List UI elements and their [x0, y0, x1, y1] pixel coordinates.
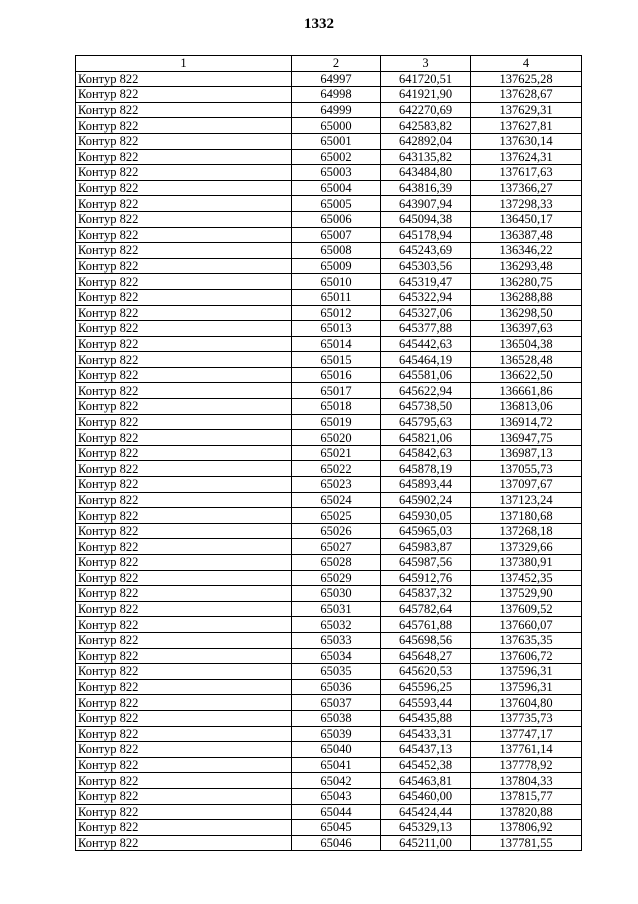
contour-name-cell: Контур 822 — [76, 133, 292, 149]
point-number-cell: 65033 — [292, 632, 381, 648]
y-coordinate-cell: 137627,81 — [471, 118, 582, 134]
table-row — [76, 835, 582, 851]
x-coordinate-cell: 645435,88 — [381, 710, 471, 726]
table-row — [76, 804, 582, 820]
point-number-cell: 65010 — [292, 274, 381, 290]
contour-name-cell: Контур 822 — [76, 430, 292, 446]
point-number-cell: 65028 — [292, 555, 381, 571]
table-row — [76, 570, 582, 586]
table-row — [76, 539, 582, 555]
page-number: 1332 — [304, 16, 334, 32]
contour-name-cell: Контур 822 — [76, 742, 292, 758]
x-coordinate-cell: 645464,19 — [381, 352, 471, 368]
y-coordinate-cell: 137123,24 — [471, 492, 582, 508]
contour-name-cell: Контур 822 — [76, 165, 292, 181]
x-coordinate-cell: 645322,94 — [381, 289, 471, 305]
contour-name-cell: Контур 822 — [76, 414, 292, 430]
contour-name-cell: Контур 822 — [76, 523, 292, 539]
point-number-cell: 65045 — [292, 820, 381, 836]
y-coordinate-cell: 137268,18 — [471, 523, 582, 539]
point-number-cell: 65036 — [292, 679, 381, 695]
y-coordinate-cell: 137629,31 — [471, 102, 582, 118]
table-row — [76, 477, 582, 493]
contour-name-cell: Контур 822 — [76, 804, 292, 820]
y-coordinate-cell: 136280,75 — [471, 274, 582, 290]
point-number-cell: 65043 — [292, 788, 381, 804]
contour-name-cell: Контур 822 — [76, 289, 292, 305]
table-row — [76, 742, 582, 758]
table-row — [76, 165, 582, 181]
point-number-cell: 65030 — [292, 586, 381, 602]
point-number-cell: 65020 — [292, 430, 381, 446]
contour-name-cell: Контур 822 — [76, 586, 292, 602]
contour-name-cell: Контур 822 — [76, 149, 292, 165]
y-coordinate-cell: 137806,92 — [471, 820, 582, 836]
point-number-cell: 65027 — [292, 539, 381, 555]
contour-name-cell: Контур 822 — [76, 555, 292, 571]
contour-name-cell: Контур 822 — [76, 648, 292, 664]
table-row — [76, 430, 582, 446]
contour-name-cell: Контур 822 — [76, 367, 292, 383]
table-row — [76, 555, 582, 571]
x-coordinate-cell: 645211,00 — [381, 835, 471, 851]
contour-name-cell: Контур 822 — [76, 477, 292, 493]
point-number-cell: 65013 — [292, 321, 381, 337]
x-coordinate-cell: 645424,44 — [381, 804, 471, 820]
point-number-cell: 65025 — [292, 508, 381, 524]
contour-name-cell: Контур 822 — [76, 788, 292, 804]
point-number-cell: 65040 — [292, 742, 381, 758]
y-coordinate-cell: 137529,90 — [471, 586, 582, 602]
table-row — [76, 367, 582, 383]
x-coordinate-cell: 641921,90 — [381, 87, 471, 103]
contour-name-cell: Контур 822 — [76, 196, 292, 212]
point-number-cell: 65005 — [292, 196, 381, 212]
x-coordinate-cell: 645698,56 — [381, 632, 471, 648]
point-number-cell: 65044 — [292, 804, 381, 820]
x-coordinate-cell: 645596,25 — [381, 679, 471, 695]
x-coordinate-cell: 645912,76 — [381, 570, 471, 586]
x-coordinate-cell: 645842,63 — [381, 445, 471, 461]
contour-name-cell: Контур 822 — [76, 570, 292, 586]
y-coordinate-cell: 137630,14 — [471, 133, 582, 149]
x-coordinate-cell: 645460,00 — [381, 788, 471, 804]
table-row — [76, 399, 582, 415]
y-coordinate-cell: 137660,07 — [471, 617, 582, 633]
contour-name-cell: Контур 822 — [76, 710, 292, 726]
table-body — [76, 71, 582, 851]
table-row — [76, 305, 582, 321]
point-number-cell: 65008 — [292, 243, 381, 259]
y-coordinate-cell: 137180,68 — [471, 508, 582, 524]
y-coordinate-cell: 137747,17 — [471, 726, 582, 742]
table-row — [76, 586, 582, 602]
point-number-cell: 64998 — [292, 87, 381, 103]
point-number-cell: 65029 — [292, 570, 381, 586]
y-coordinate-cell: 137606,72 — [471, 648, 582, 664]
table-row — [76, 523, 582, 539]
y-coordinate-cell: 136450,17 — [471, 211, 582, 227]
y-coordinate-cell: 137635,35 — [471, 632, 582, 648]
x-coordinate-cell: 645243,69 — [381, 243, 471, 259]
contour-name-cell: Контур 822 — [76, 258, 292, 274]
y-coordinate-cell: 137366,27 — [471, 180, 582, 196]
y-coordinate-cell: 137625,28 — [471, 71, 582, 87]
contour-name-cell: Контур 822 — [76, 835, 292, 851]
x-coordinate-cell: 645442,63 — [381, 336, 471, 352]
table-row — [76, 180, 582, 196]
point-number-cell: 65006 — [292, 211, 381, 227]
contour-name-cell: Контур 822 — [76, 726, 292, 742]
point-number-cell: 65032 — [292, 617, 381, 633]
point-number-cell: 65026 — [292, 523, 381, 539]
x-coordinate-cell: 645327,06 — [381, 305, 471, 321]
y-coordinate-cell: 137298,33 — [471, 196, 582, 212]
table-row — [76, 632, 582, 648]
point-number-cell: 64999 — [292, 102, 381, 118]
table-row — [76, 773, 582, 789]
contour-name-cell: Контур 822 — [76, 274, 292, 290]
y-coordinate-cell: 136293,48 — [471, 258, 582, 274]
y-coordinate-cell: 137815,77 — [471, 788, 582, 804]
x-coordinate-cell: 645987,56 — [381, 555, 471, 571]
y-coordinate-cell: 136813,06 — [471, 399, 582, 415]
contour-name-cell: Контур 822 — [76, 757, 292, 773]
contour-name-cell: Контур 822 — [76, 601, 292, 617]
contour-name-cell: Контур 822 — [76, 679, 292, 695]
x-coordinate-cell: 645319,47 — [381, 274, 471, 290]
contour-name-cell: Контур 822 — [76, 773, 292, 789]
contour-name-cell: Контур 822 — [76, 383, 292, 399]
table-row — [76, 383, 582, 399]
contour-name-cell: Контур 822 — [76, 508, 292, 524]
point-number-cell: 65004 — [292, 180, 381, 196]
point-number-cell: 65046 — [292, 835, 381, 851]
table-row — [76, 679, 582, 695]
y-coordinate-cell: 137761,14 — [471, 742, 582, 758]
x-coordinate-cell: 645433,31 — [381, 726, 471, 742]
table-row — [76, 118, 582, 134]
contour-name-cell: Контур 822 — [76, 399, 292, 415]
point-number-cell: 65021 — [292, 445, 381, 461]
x-coordinate-cell: 645622,94 — [381, 383, 471, 399]
contour-name-cell: Контур 822 — [76, 321, 292, 337]
x-coordinate-cell: 643484,80 — [381, 165, 471, 181]
x-coordinate-cell: 645893,44 — [381, 477, 471, 493]
x-coordinate-cell: 645178,94 — [381, 227, 471, 243]
x-coordinate-cell: 645902,24 — [381, 492, 471, 508]
contour-name-cell: Контур 822 — [76, 617, 292, 633]
point-number-cell: 65015 — [292, 352, 381, 368]
table-row — [76, 617, 582, 633]
x-coordinate-cell: 645983,87 — [381, 539, 471, 555]
contour-name-cell: Контур 822 — [76, 118, 292, 134]
point-number-cell: 65001 — [292, 133, 381, 149]
table-row — [76, 445, 582, 461]
table-row — [76, 352, 582, 368]
x-coordinate-cell: 645837,32 — [381, 586, 471, 602]
table-row — [76, 788, 582, 804]
y-coordinate-cell: 137596,31 — [471, 679, 582, 695]
column-header-4: 4 — [471, 56, 582, 72]
contour-name-cell: Контур 822 — [76, 632, 292, 648]
x-coordinate-cell: 645593,44 — [381, 695, 471, 711]
x-coordinate-cell: 645094,38 — [381, 211, 471, 227]
column-header-1: 1 — [76, 56, 292, 72]
y-coordinate-cell: 137628,67 — [471, 87, 582, 103]
contour-name-cell: Контур 822 — [76, 71, 292, 87]
point-number-cell: 65012 — [292, 305, 381, 321]
contour-name-cell: Контур 822 — [76, 336, 292, 352]
table-row — [76, 87, 582, 103]
point-number-cell: 65034 — [292, 648, 381, 664]
contour-name-cell: Контур 822 — [76, 461, 292, 477]
contour-name-cell: Контур 822 — [76, 227, 292, 243]
contour-name-cell: Контур 822 — [76, 492, 292, 508]
y-coordinate-cell: 136387,48 — [471, 227, 582, 243]
contour-name-cell: Контур 822 — [76, 445, 292, 461]
table-row — [76, 243, 582, 259]
table-row — [76, 414, 582, 430]
point-number-cell: 65023 — [292, 477, 381, 493]
table-row — [76, 227, 582, 243]
y-coordinate-cell: 137452,35 — [471, 570, 582, 586]
coordinates-table — [75, 55, 582, 851]
y-coordinate-cell: 137820,88 — [471, 804, 582, 820]
x-coordinate-cell: 645738,50 — [381, 399, 471, 415]
table-row — [76, 820, 582, 836]
table-header-row — [76, 56, 582, 72]
x-coordinate-cell: 643816,39 — [381, 180, 471, 196]
contour-name-cell: Контур 822 — [76, 102, 292, 118]
y-coordinate-cell: 137329,66 — [471, 539, 582, 555]
table-row — [76, 648, 582, 664]
y-coordinate-cell: 136622,50 — [471, 367, 582, 383]
point-number-cell: 65042 — [292, 773, 381, 789]
column-header-2: 2 — [292, 56, 381, 72]
table-row — [76, 601, 582, 617]
y-coordinate-cell: 137804,33 — [471, 773, 582, 789]
x-coordinate-cell: 645463,81 — [381, 773, 471, 789]
point-number-cell: 64997 — [292, 71, 381, 87]
y-coordinate-cell: 137596,31 — [471, 664, 582, 680]
contour-name-cell: Контур 822 — [76, 180, 292, 196]
table-row — [76, 133, 582, 149]
point-number-cell: 65002 — [292, 149, 381, 165]
table-row — [76, 196, 582, 212]
point-number-cell: 65014 — [292, 336, 381, 352]
point-number-cell: 65003 — [292, 165, 381, 181]
contour-name-cell: Контур 822 — [76, 664, 292, 680]
table-row — [76, 258, 582, 274]
point-number-cell: 65024 — [292, 492, 381, 508]
table-row — [76, 508, 582, 524]
y-coordinate-cell: 137778,92 — [471, 757, 582, 773]
x-coordinate-cell: 645620,53 — [381, 664, 471, 680]
contour-name-cell: Контур 822 — [76, 695, 292, 711]
x-coordinate-cell: 641720,51 — [381, 71, 471, 87]
x-coordinate-cell: 642270,69 — [381, 102, 471, 118]
y-coordinate-cell: 136661,86 — [471, 383, 582, 399]
table-row — [76, 710, 582, 726]
point-number-cell: 65035 — [292, 664, 381, 680]
y-coordinate-cell: 136987,13 — [471, 445, 582, 461]
x-coordinate-cell: 645377,88 — [381, 321, 471, 337]
y-coordinate-cell: 136346,22 — [471, 243, 582, 259]
y-coordinate-cell: 137604,80 — [471, 695, 582, 711]
point-number-cell: 65022 — [292, 461, 381, 477]
x-coordinate-cell: 645329,13 — [381, 820, 471, 836]
y-coordinate-cell: 136504,38 — [471, 336, 582, 352]
x-coordinate-cell: 645930,05 — [381, 508, 471, 524]
x-coordinate-cell: 645452,38 — [381, 757, 471, 773]
x-coordinate-cell: 645795,63 — [381, 414, 471, 430]
y-coordinate-cell: 137097,67 — [471, 477, 582, 493]
y-coordinate-cell: 137735,73 — [471, 710, 582, 726]
point-number-cell: 65019 — [292, 414, 381, 430]
y-coordinate-cell: 136914,72 — [471, 414, 582, 430]
table-row — [76, 71, 582, 87]
point-number-cell: 65041 — [292, 757, 381, 773]
contour-name-cell: Контур 822 — [76, 305, 292, 321]
point-number-cell: 65007 — [292, 227, 381, 243]
x-coordinate-cell: 645878,19 — [381, 461, 471, 477]
table-row — [76, 695, 582, 711]
contour-name-cell: Контур 822 — [76, 352, 292, 368]
y-coordinate-cell: 137380,91 — [471, 555, 582, 571]
x-coordinate-cell: 645782,64 — [381, 601, 471, 617]
point-number-cell: 65037 — [292, 695, 381, 711]
x-coordinate-cell: 642583,82 — [381, 118, 471, 134]
point-number-cell: 65017 — [292, 383, 381, 399]
table-row — [76, 757, 582, 773]
y-coordinate-cell: 136288,88 — [471, 289, 582, 305]
point-number-cell: 65018 — [292, 399, 381, 415]
y-coordinate-cell: 137781,55 — [471, 835, 582, 851]
table-row — [76, 321, 582, 337]
point-number-cell: 65016 — [292, 367, 381, 383]
x-coordinate-cell: 645437,13 — [381, 742, 471, 758]
contour-name-cell: Контур 822 — [76, 539, 292, 555]
contour-name-cell: Контур 822 — [76, 211, 292, 227]
contour-name-cell: Контур 822 — [76, 87, 292, 103]
table-row — [76, 211, 582, 227]
x-coordinate-cell: 645965,03 — [381, 523, 471, 539]
table-row — [76, 102, 582, 118]
point-number-cell: 65009 — [292, 258, 381, 274]
table-row — [76, 664, 582, 680]
y-coordinate-cell: 136397,63 — [471, 321, 582, 337]
x-coordinate-cell: 645303,56 — [381, 258, 471, 274]
y-coordinate-cell: 136947,75 — [471, 430, 582, 446]
x-coordinate-cell: 643135,82 — [381, 149, 471, 165]
y-coordinate-cell: 137055,73 — [471, 461, 582, 477]
table-row — [76, 149, 582, 165]
table-row — [76, 726, 582, 742]
contour-name-cell: Контур 822 — [76, 243, 292, 259]
x-coordinate-cell: 645648,27 — [381, 648, 471, 664]
y-coordinate-cell: 137617,63 — [471, 165, 582, 181]
contour-name-cell: Контур 822 — [76, 820, 292, 836]
point-number-cell: 65031 — [292, 601, 381, 617]
column-header-3: 3 — [381, 56, 471, 72]
y-coordinate-cell: 136298,50 — [471, 305, 582, 321]
table-row — [76, 274, 582, 290]
x-coordinate-cell: 643907,94 — [381, 196, 471, 212]
y-coordinate-cell: 136528,48 — [471, 352, 582, 368]
x-coordinate-cell: 645581,06 — [381, 367, 471, 383]
point-number-cell: 65038 — [292, 710, 381, 726]
x-coordinate-cell: 645761,88 — [381, 617, 471, 633]
y-coordinate-cell: 137624,31 — [471, 149, 582, 165]
table-row — [76, 336, 582, 352]
x-coordinate-cell: 642892,04 — [381, 133, 471, 149]
point-number-cell: 65039 — [292, 726, 381, 742]
point-number-cell: 65000 — [292, 118, 381, 134]
y-coordinate-cell: 137609,52 — [471, 601, 582, 617]
x-coordinate-cell: 645821,06 — [381, 430, 471, 446]
table-row — [76, 289, 582, 305]
table-row — [76, 461, 582, 477]
table-row — [76, 492, 582, 508]
point-number-cell: 65011 — [292, 289, 381, 305]
